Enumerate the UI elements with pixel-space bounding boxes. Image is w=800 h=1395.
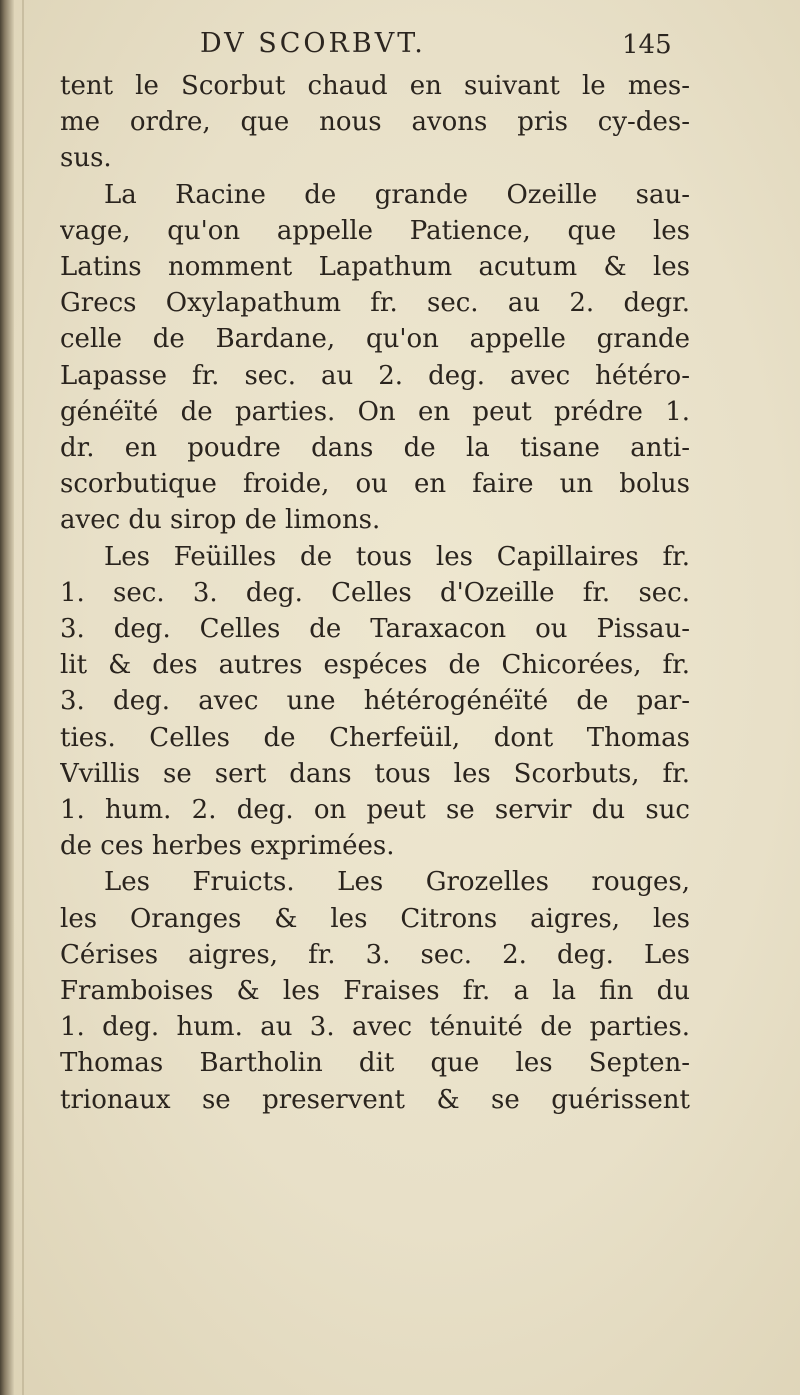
page-gutter-shadow bbox=[0, 0, 14, 1395]
text-line: Lapasse fr. sec. au 2. deg. avec hétéro- bbox=[60, 360, 690, 391]
text-line: avec du sirop de limons. bbox=[60, 505, 381, 536]
text-line: Vvillis se sert dans tous les Scorbuts, fr. bbox=[60, 758, 690, 789]
gutter-fold-line bbox=[22, 0, 24, 1395]
text-line: ties. Celles de Cherfeüil, dont Thomas bbox=[60, 722, 690, 753]
text-line: sus. bbox=[60, 143, 112, 174]
text-line: vage, qu'on appelle Patience, que les bbox=[60, 215, 690, 246]
text-line: lit & des autres espéces de Chicorées, fr. bbox=[60, 650, 690, 681]
text-line: Les Feüilles de tous les Capillaires fr. bbox=[104, 541, 690, 572]
text-line: généïté de parties. On en peut prédre 1. bbox=[60, 396, 690, 427]
text-line: Thomas Bartholin dit que les Septen- bbox=[60, 1048, 690, 1079]
text-line: Grecs Oxylapathum fr. sec. au 2. degr. bbox=[60, 288, 690, 319]
text-line: 1. sec. 3. deg. Celles d'Ozeille fr. sec. bbox=[60, 577, 690, 608]
text-line: Latins nomment Lapathum acutum & les bbox=[60, 252, 690, 283]
text-line: scorbutique froide, ou en faire un bolus bbox=[60, 469, 690, 500]
text-line: 1. deg. hum. au 3. avec ténuité de parties. bbox=[60, 1012, 690, 1043]
text-line: de ces herbes exprimées. bbox=[60, 831, 395, 862]
text-line: La Racine de grande Ozeille sau- bbox=[104, 179, 690, 210]
text-line: dr. en poudre dans de la tisane anti- bbox=[60, 433, 690, 464]
body-text bbox=[60, 68, 690, 1118]
text-line: 3. deg. avec une hétérogénéïté de par- bbox=[60, 686, 690, 717]
text-line: Framboises & les Fraises fr. a la fin du bbox=[60, 976, 690, 1007]
page-number: 145 bbox=[622, 30, 672, 60]
text-line: celle de Bardane, qu'on appelle grande bbox=[60, 324, 690, 355]
text-line: Cérises aigres, fr. 3. sec. 2. deg. Les bbox=[60, 939, 690, 970]
text-line: les Oranges & les Citrons aigres, les bbox=[60, 903, 690, 934]
text-line: 3. deg. Celles de Taraxacon ou Pissau- bbox=[60, 614, 690, 645]
text-line: Les Fruicts. Les Grozelles rouges, bbox=[104, 867, 690, 898]
text-line: trionaux se preservent & se guérissent bbox=[60, 1084, 690, 1115]
text-line: 1. hum. 2. deg. on peut se servir du suc bbox=[60, 795, 690, 826]
text-line: me ordre, que nous avons pris cy-des- bbox=[60, 107, 690, 138]
running-head: DV SCORBVT. bbox=[200, 28, 426, 59]
text-line: tent le Scorbut chaud en suivant le mes- bbox=[60, 71, 690, 101]
